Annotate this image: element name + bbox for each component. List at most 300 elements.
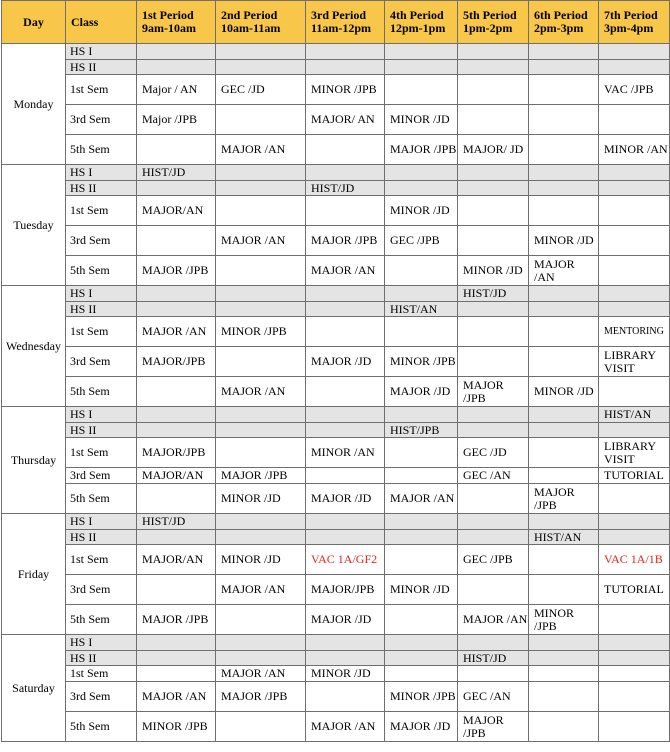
period-cell [458, 105, 529, 135]
period-cell [529, 165, 599, 181]
table-row [2, 530, 670, 545]
period-cell [306, 407, 385, 423]
period-cell [306, 423, 385, 438]
period-cell: MAJOR /JPB [216, 682, 306, 712]
period-cell [385, 438, 458, 468]
period-cell: MAJOR/JPB [306, 575, 385, 605]
period-cell [599, 226, 670, 256]
timetable [1, 0, 670, 742]
period-cell [599, 635, 670, 651]
period-cell: HIST/JD [458, 286, 529, 302]
period-cell [529, 468, 599, 484]
table-row [2, 575, 670, 605]
period-cell [306, 135, 385, 165]
period-cell: VAC 1A/1B [599, 545, 670, 575]
day-cell: Tuesday [2, 165, 66, 286]
class-cell: HS II [66, 423, 137, 438]
period-cell [458, 317, 529, 347]
period-cell [385, 165, 458, 181]
period-cell [458, 575, 529, 605]
period-cell [599, 44, 670, 60]
period-cell [306, 286, 385, 302]
period-cell [529, 651, 599, 666]
class-cell: 3rd Sem [66, 226, 137, 256]
period-cell: VAC 1A/GF2 [306, 545, 385, 575]
period-cell [137, 407, 216, 423]
period-cell [599, 605, 670, 635]
period-cell [216, 635, 306, 651]
class-cell: 3rd Sem [66, 347, 137, 377]
period-cell: MAJOR /AN [306, 712, 385, 742]
period-cell [137, 181, 216, 196]
period-cell [306, 514, 385, 530]
period-cell [385, 514, 458, 530]
class-cell: 5th Sem [66, 484, 137, 514]
header-class: Class [66, 1, 137, 44]
period-cell: MINOR /JD [385, 105, 458, 135]
class-cell: 5th Sem [66, 605, 137, 635]
period-cell [458, 165, 529, 181]
period-cell [385, 651, 458, 666]
period-cell [458, 407, 529, 423]
period-cell [137, 666, 216, 682]
period-cell [529, 407, 599, 423]
table-row [2, 135, 670, 165]
class-cell: 3rd Sem [66, 575, 137, 605]
period-cell [137, 651, 216, 666]
period-cell: HIST/AN [529, 530, 599, 545]
period-cell: MAJOR /JPB [216, 468, 306, 484]
table-row [2, 468, 670, 484]
period-cell [306, 317, 385, 347]
class-cell: HS II [66, 181, 137, 196]
period-cell [385, 468, 458, 484]
period-cell [458, 196, 529, 226]
table-row [2, 712, 670, 742]
header-period-4 [385, 1, 458, 44]
table-row [2, 60, 670, 75]
period-cell [599, 165, 670, 181]
period-cell [306, 196, 385, 226]
period-cell [599, 651, 670, 666]
period-cell [137, 635, 216, 651]
class-cell: 5th Sem [66, 256, 137, 286]
class-cell: 5th Sem [66, 712, 137, 742]
table-row [2, 407, 670, 423]
header-period-6 [529, 1, 599, 44]
period-cell: MAJOR /AN [529, 256, 599, 286]
period-cell [216, 514, 306, 530]
period-cell [458, 302, 529, 317]
period-cell: MAJOR /AN [216, 575, 306, 605]
period-cell [306, 60, 385, 75]
period-cell [529, 666, 599, 682]
period-cell [599, 302, 670, 317]
period-label: 3rd Period [311, 8, 366, 22]
period-cell: HIST/AN [385, 302, 458, 317]
period-cell [137, 226, 216, 256]
period-cell: MENTORING [599, 317, 670, 347]
period-cell: MINOR /JPB [385, 682, 458, 712]
header-period-2 [216, 1, 306, 44]
period-cell [385, 44, 458, 60]
period-cell: HIST/JD [137, 165, 216, 181]
period-cell: MAJOR /JPB [137, 256, 216, 286]
period-cell: MINOR /JPB [385, 347, 458, 377]
table-row [2, 666, 670, 682]
period-cell [529, 347, 599, 377]
period-cell [385, 286, 458, 302]
period-cell [306, 682, 385, 712]
period-cell [458, 530, 529, 545]
period-cell: MAJOR /AN [216, 135, 306, 165]
period-cell: MINOR /AN [306, 438, 385, 468]
period-cell [385, 605, 458, 635]
period-cell [599, 484, 670, 514]
header-day: Day [2, 1, 66, 44]
period-cell [385, 317, 458, 347]
period-cell [306, 165, 385, 181]
period-cell: MAJOR /AN [216, 666, 306, 682]
period-cell: MAJOR /JD [306, 484, 385, 514]
period-cell [385, 60, 458, 75]
period-cell [137, 60, 216, 75]
period-cell: MAJOR /AN [385, 484, 458, 514]
period-cell [385, 635, 458, 651]
period-cell [458, 226, 529, 256]
table-row [2, 635, 670, 651]
period-cell [599, 682, 670, 712]
period-cell: MINOR /JD [216, 484, 306, 514]
period-cell [306, 530, 385, 545]
period-cell [137, 377, 216, 407]
period-cell [306, 302, 385, 317]
period-cell: MAJOR /AN [137, 317, 216, 347]
class-cell: 1st Sem [66, 196, 137, 226]
period-cell: MAJOR /AN [216, 377, 306, 407]
period-label: 7th Period [604, 8, 658, 22]
period-cell: VAC /JPB [599, 75, 670, 105]
period-cell: MAJOR/JPB [137, 438, 216, 468]
period-cell [599, 105, 670, 135]
period-cell [385, 666, 458, 682]
period-cell: MAJOR /JPB [458, 712, 529, 742]
class-cell: HS I [66, 44, 137, 60]
period-cell [529, 75, 599, 105]
period-cell [529, 196, 599, 226]
period-cell: HIST/JPB [385, 423, 458, 438]
table-row [2, 181, 670, 196]
table-row [2, 423, 670, 438]
class-cell: 1st Sem [66, 438, 137, 468]
period-cell [529, 317, 599, 347]
class-cell: 3rd Sem [66, 682, 137, 712]
period-cell: HIST/AN [599, 407, 670, 423]
period-cell: Major /JPB [137, 105, 216, 135]
period-cell [137, 44, 216, 60]
period-cell: MAJOR /JD [306, 605, 385, 635]
period-cell: MAJOR /AN [216, 226, 306, 256]
period-cell: MAJOR /JPB [529, 484, 599, 514]
period-cell [137, 575, 216, 605]
period-cell: MINOR /JD [385, 196, 458, 226]
table-row [2, 226, 670, 256]
period-cell: MINOR /JD [529, 226, 599, 256]
period-cell: MAJOR/JPB [137, 347, 216, 377]
period-cell: GEC /JD [458, 438, 529, 468]
period-cell [216, 347, 306, 377]
class-cell: 1st Sem [66, 545, 137, 575]
period-cell: MAJOR/ AN [306, 105, 385, 135]
period-cell [458, 423, 529, 438]
period-cell [216, 196, 306, 226]
period-cell [137, 530, 216, 545]
table-row [2, 75, 670, 105]
period-cell [216, 407, 306, 423]
period-cell [216, 438, 306, 468]
period-cell [137, 302, 216, 317]
period-time: 2pm-3pm [534, 21, 584, 35]
period-cell [529, 514, 599, 530]
period-cell [306, 468, 385, 484]
class-cell: 1st Sem [66, 666, 137, 682]
period-cell [599, 286, 670, 302]
period-cell [216, 60, 306, 75]
table-row [2, 605, 670, 635]
header-period-3 [306, 1, 385, 44]
period-cell [529, 135, 599, 165]
table-row [2, 484, 670, 514]
period-cell: GEC /JPB [458, 545, 529, 575]
period-label: 4th Period [390, 8, 444, 22]
period-cell [599, 196, 670, 226]
period-cell [216, 181, 306, 196]
period-cell: MAJOR/AN [137, 196, 216, 226]
period-cell: MAJOR /JPB [306, 226, 385, 256]
period-cell: MAJOR /JD [385, 377, 458, 407]
period-cell [529, 682, 599, 712]
period-cell [306, 377, 385, 407]
period-cell [529, 712, 599, 742]
period-cell [529, 302, 599, 317]
class-cell: HS II [66, 302, 137, 317]
period-cell [529, 44, 599, 60]
period-cell: MAJOR/AN [137, 545, 216, 575]
period-cell [458, 181, 529, 196]
period-cell [216, 44, 306, 60]
period-cell [216, 256, 306, 286]
period-cell: MINOR /JPB [306, 75, 385, 105]
period-cell: MAJOR /JPB [137, 605, 216, 635]
header-period-5 [458, 1, 529, 44]
period-cell [216, 423, 306, 438]
period-cell [599, 423, 670, 438]
period-cell [529, 575, 599, 605]
period-cell [458, 484, 529, 514]
period-cell: MAJOR /AN [306, 256, 385, 286]
period-cell [458, 44, 529, 60]
period-cell [216, 651, 306, 666]
class-cell: HS I [66, 514, 137, 530]
table-row [2, 438, 670, 468]
period-cell [216, 105, 306, 135]
period-time: 3pm-4pm [604, 21, 654, 35]
period-cell [216, 605, 306, 635]
period-cell [137, 286, 216, 302]
period-cell: HIST/JD [458, 651, 529, 666]
period-cell: HIST/JD [137, 514, 216, 530]
period-cell [529, 438, 599, 468]
table-row [2, 196, 670, 226]
table-row [2, 377, 670, 407]
period-cell [599, 181, 670, 196]
day-cell: Wednesday [2, 286, 66, 407]
table-row [2, 256, 670, 286]
period-cell [529, 60, 599, 75]
period-cell [385, 407, 458, 423]
header-period-7 [599, 1, 670, 44]
timetable-body [2, 44, 670, 742]
class-cell: HS II [66, 651, 137, 666]
period-cell [458, 666, 529, 682]
table-row [2, 317, 670, 347]
period-cell [216, 165, 306, 181]
period-cell: GEC /AN [458, 468, 529, 484]
class-cell: HS I [66, 635, 137, 651]
period-cell: MAJOR /AN [137, 682, 216, 712]
header-row [2, 1, 670, 44]
period-cell [137, 423, 216, 438]
table-row [2, 105, 670, 135]
period-cell [137, 484, 216, 514]
period-cell [599, 514, 670, 530]
period-cell [529, 181, 599, 196]
period-cell [529, 286, 599, 302]
class-cell: 1st Sem [66, 75, 137, 105]
period-cell: GEC /JD [216, 75, 306, 105]
period-cell: MINOR /JPB [529, 605, 599, 635]
period-cell: HIST/JD [306, 181, 385, 196]
period-label: 2nd Period [221, 8, 278, 22]
period-cell: MINOR /JD [458, 256, 529, 286]
period-label: 6th Period [534, 8, 588, 22]
period-cell: MAJOR /JPB [385, 135, 458, 165]
period-cell [599, 60, 670, 75]
period-cell: TUTORIAL [599, 575, 670, 605]
period-cell [137, 135, 216, 165]
table-row [2, 302, 670, 317]
period-cell [458, 75, 529, 105]
period-cell [599, 666, 670, 682]
period-cell [458, 60, 529, 75]
period-cell: MINOR /AN [599, 135, 670, 165]
period-cell: LIBRARY VISIT [599, 438, 670, 468]
period-cell [385, 530, 458, 545]
class-cell: 1st Sem [66, 317, 137, 347]
class-cell: 3rd Sem [66, 105, 137, 135]
period-cell: MINOR /JD [216, 545, 306, 575]
period-cell [458, 514, 529, 530]
period-cell: MAJOR /JPB [458, 377, 529, 407]
day-cell: Saturday [2, 635, 66, 742]
table-row [2, 514, 670, 530]
class-cell: HS I [66, 165, 137, 181]
period-cell [216, 712, 306, 742]
period-time: 10am-11am [221, 21, 281, 35]
period-cell: TUTORIAL [599, 468, 670, 484]
period-cell [385, 75, 458, 105]
header-period-1 [137, 1, 216, 44]
table-row [2, 545, 670, 575]
period-cell [529, 105, 599, 135]
period-cell: MINOR /JD [529, 377, 599, 407]
table-row [2, 347, 670, 377]
period-cell [385, 181, 458, 196]
period-cell [306, 44, 385, 60]
period-cell: MAJOR/ JD [458, 135, 529, 165]
table-row [2, 44, 670, 60]
table-row [2, 165, 670, 181]
period-cell: GEC /AN [458, 682, 529, 712]
day-cell: Thursday [2, 407, 66, 514]
period-cell: MINOR /JPB [216, 317, 306, 347]
period-cell [216, 530, 306, 545]
period-cell [458, 635, 529, 651]
period-time: 12pm-1pm [390, 21, 446, 35]
table-row [2, 651, 670, 666]
period-label: 1st Period [142, 8, 194, 22]
period-cell [306, 651, 385, 666]
period-label: 5th Period [463, 8, 517, 22]
period-cell [529, 545, 599, 575]
period-cell: MAJOR /JD [385, 712, 458, 742]
period-time: 1pm-2pm [463, 21, 513, 35]
period-cell [599, 530, 670, 545]
period-cell: LIBRARY VISIT [599, 347, 670, 377]
period-cell: Major / AN [137, 75, 216, 105]
class-cell: HS II [66, 530, 137, 545]
period-cell [599, 712, 670, 742]
period-cell: MINOR /JD [385, 575, 458, 605]
period-cell [599, 377, 670, 407]
period-cell [216, 302, 306, 317]
period-cell [385, 256, 458, 286]
period-time: 9am-10am [142, 21, 196, 35]
period-cell [216, 286, 306, 302]
class-cell: HS II [66, 60, 137, 75]
class-cell: 5th Sem [66, 135, 137, 165]
period-cell: MINOR /JPB [137, 712, 216, 742]
period-cell: MINOR /JD [306, 666, 385, 682]
day-cell: Monday [2, 44, 66, 165]
period-cell [385, 545, 458, 575]
table-row [2, 682, 670, 712]
period-cell: GEC /JPB [385, 226, 458, 256]
period-cell [529, 635, 599, 651]
period-cell: MAJOR/AN [137, 468, 216, 484]
period-cell: MAJOR /JD [306, 347, 385, 377]
period-cell [306, 635, 385, 651]
period-cell [458, 347, 529, 377]
class-cell: 3rd Sem [66, 468, 137, 484]
day-cell: Friday [2, 514, 66, 635]
table-row [2, 286, 670, 302]
period-cell [599, 256, 670, 286]
period-cell [529, 423, 599, 438]
class-cell: HS I [66, 407, 137, 423]
class-cell: HS I [66, 286, 137, 302]
class-cell: 5th Sem [66, 377, 137, 407]
